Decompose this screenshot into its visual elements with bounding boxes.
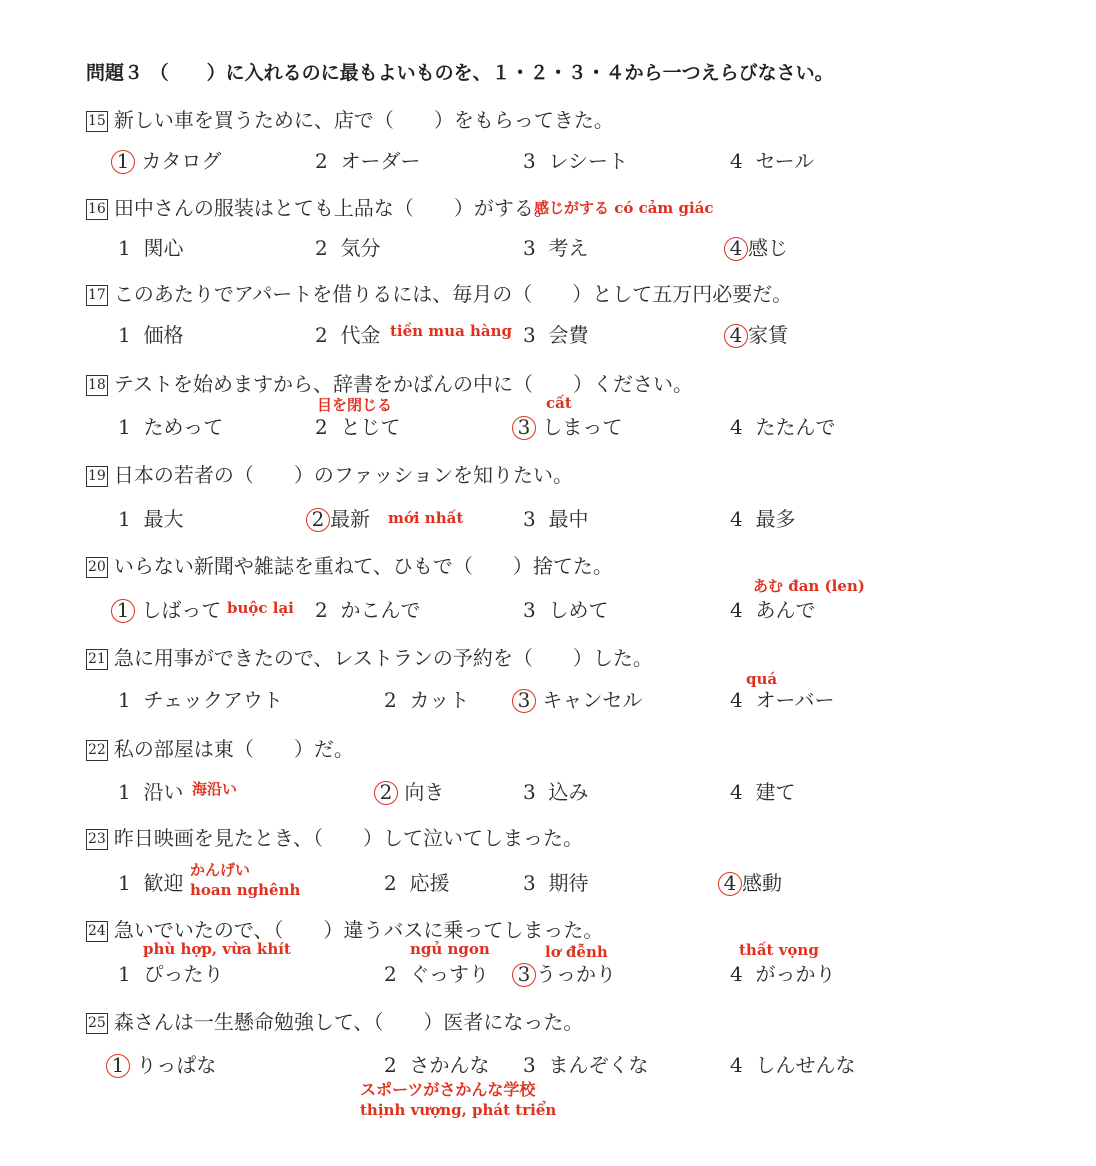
option-text: レシート [548, 149, 628, 173]
question-number: 22 [86, 740, 108, 761]
question-text: 急いでいたので、（ ）違うバスに乗ってしまった。 [113, 918, 604, 942]
question-text: 新しい車を買うために、店で（ ）をもらってきた。 [113, 108, 614, 132]
q19-option-4[interactable] [730, 503, 795, 532]
q23-option-2[interactable] [384, 867, 449, 896]
answer-circle: 4 [718, 872, 742, 896]
option-number: 1 [118, 323, 131, 347]
option-number: 3 [523, 323, 536, 347]
q21-option-3[interactable] [516, 684, 642, 713]
annotation: thất vọng [739, 941, 819, 959]
q22-option-2[interactable] [378, 776, 444, 805]
question-number: 16 [86, 199, 108, 220]
option-number: 2 [315, 236, 328, 260]
option-text: ぐっすり [409, 962, 490, 986]
annotation: 海沿い [192, 780, 238, 798]
option-text: たたんで [755, 415, 836, 439]
option-text: 期待 [548, 871, 589, 895]
q18-option-4[interactable] [730, 411, 835, 440]
option-text: 込み [548, 780, 589, 804]
option-text: 感じ [748, 236, 788, 260]
q20-option-1[interactable] [115, 594, 221, 623]
option-number: 2 [315, 598, 328, 622]
q24-option-1[interactable] [118, 958, 223, 987]
question-text: 森さんは一生懸命勉強して、（ ）医者になった。 [113, 1010, 584, 1034]
q17-option-2[interactable] [315, 319, 380, 348]
q18-option-3[interactable] [516, 411, 622, 440]
q20-option-3[interactable] [523, 594, 608, 623]
option-text: 会費 [548, 323, 589, 347]
annotation: phù hợp, vừa khít [143, 940, 291, 958]
question-text: 私の部屋は東（ ）だ。 [113, 737, 354, 761]
option-number: 1 [118, 780, 131, 804]
question-number: 17 [86, 285, 108, 306]
question-number: 19 [86, 466, 108, 487]
option-text: うっかり [536, 962, 616, 986]
option-number: 1 [118, 962, 131, 986]
annotation: hoan nghênh [190, 881, 301, 899]
question-15 [86, 104, 614, 133]
option-number: 4 [730, 962, 743, 986]
q25-option-2[interactable] [384, 1049, 489, 1078]
q18-option-1[interactable] [118, 411, 223, 440]
q24-option-3[interactable] [516, 958, 616, 987]
q15-option-3[interactable] [523, 145, 628, 174]
option-number: 4 [730, 780, 743, 804]
option-number: 1 [118, 688, 131, 712]
question-number: 25 [86, 1013, 108, 1034]
option-number: 3 [523, 149, 536, 173]
q16-option-1[interactable] [118, 232, 183, 261]
q20-option-4[interactable] [730, 594, 815, 623]
question-24 [86, 914, 603, 943]
option-text: ぴったり [143, 962, 224, 986]
q25-option-4[interactable] [730, 1049, 855, 1078]
annotation: cất [546, 394, 572, 412]
option-text: 最新 [330, 507, 370, 531]
option-text: 気分 [340, 236, 381, 260]
option-text: ためって [143, 415, 224, 439]
option-number: 4 [730, 507, 743, 531]
answer-circle: 3 [512, 689, 536, 713]
option-text: 最大 [143, 507, 184, 531]
annotation: buộc lại [227, 599, 294, 617]
annotation: 目を閉じる [317, 396, 393, 414]
q19-option-1[interactable] [118, 503, 183, 532]
option-text: がっかり [755, 962, 836, 986]
annotation: lơ đễnh [545, 943, 608, 961]
option-text: 最中 [548, 507, 589, 531]
answer-circle: 4 [724, 324, 748, 348]
option-text: オーダー [340, 149, 421, 173]
question-number: 21 [86, 649, 108, 670]
option-text: セール [755, 149, 815, 173]
answer-circle: 3 [512, 963, 536, 987]
option-number: 4 [730, 688, 743, 712]
question-number: 24 [86, 921, 108, 942]
answer-circle: 4 [724, 237, 748, 261]
option-text: まんぞくな [548, 1053, 649, 1077]
q19-option-2[interactable] [310, 503, 370, 532]
option-text: しんせんな [755, 1053, 856, 1077]
option-number: 2 [384, 1053, 397, 1077]
answer-circle: 2 [306, 508, 330, 532]
question-20 [86, 550, 613, 579]
question-number: 23 [86, 829, 108, 850]
q21-option-1[interactable] [118, 684, 283, 713]
question-22 [86, 733, 354, 762]
question-number: 18 [86, 375, 108, 396]
option-text: あんで [755, 598, 816, 622]
question-19 [86, 459, 573, 488]
option-number: 1 [118, 871, 131, 895]
option-number: 1 [118, 236, 131, 260]
option-number: 3 [523, 236, 536, 260]
option-text: かこんで [340, 598, 421, 622]
option-text: キャンセル [542, 688, 643, 712]
exercise-heading: 問題３ （ ）に入れるのに最もよいものを、１・２・３・４から一つえらびなさい。 [86, 62, 834, 84]
question-text: 昨日映画を見たとき、（ ）して泣いてしまった。 [113, 826, 584, 850]
option-number: 2 [315, 415, 328, 439]
option-number: 4 [730, 415, 743, 439]
option-number: 3 [523, 598, 536, 622]
option-text: 家賃 [748, 323, 788, 347]
q17-option-3[interactable] [523, 319, 588, 348]
question-number: 20 [86, 557, 108, 578]
q21-option-4[interactable] [730, 684, 834, 713]
annotation: 感じがする có cảm giác [534, 199, 714, 217]
q23-option-4[interactable] [722, 867, 782, 896]
q22-option-3[interactable] [523, 776, 588, 805]
q15-option-4[interactable] [730, 145, 814, 174]
option-number: 2 [384, 962, 397, 986]
option-number: 1 [118, 415, 131, 439]
option-text: しまって [542, 415, 623, 439]
answer-circle: 1 [111, 599, 135, 623]
q20-option-2[interactable] [315, 594, 420, 623]
question-text: このあたりでアパートを借りるには、毎月の（ ）として五万円必要だ。 [113, 282, 793, 306]
question-17 [86, 278, 792, 307]
option-text: 関心 [143, 236, 184, 260]
option-number: 3 [523, 507, 536, 531]
question-text: 急に用事ができたので、レストランの予約を（ ）した。 [113, 646, 653, 670]
q15-option-1[interactable] [115, 145, 221, 174]
option-text: しばって [141, 598, 222, 622]
annotation: quá [746, 670, 778, 688]
answer-circle: 1 [106, 1054, 130, 1078]
question-text: 田中さんの服装はとても上品な（ ）がする。 [113, 196, 554, 220]
annotation: thịnh vượng, phát triển [360, 1101, 557, 1119]
option-text: 最多 [755, 507, 796, 531]
question-25 [86, 1006, 583, 1035]
annotation: ngủ ngon [410, 940, 490, 958]
question-23 [86, 822, 583, 851]
option-text: オーバー [755, 688, 835, 712]
question-21 [86, 642, 653, 671]
option-number: 3 [523, 1053, 536, 1077]
option-text: 歓迎 [143, 871, 184, 895]
question-text: テストを始めますから、辞書をかばんの中に（ ）ください。 [113, 372, 694, 396]
option-text: 向き [404, 780, 445, 804]
option-text: 代金 [340, 323, 381, 347]
q19-option-3[interactable] [523, 503, 588, 532]
question-18 [86, 368, 693, 397]
option-number: 3 [523, 780, 536, 804]
annotation: tiền mua hàng [390, 322, 513, 340]
option-number: 4 [730, 598, 743, 622]
annotation: mới nhất [388, 509, 464, 527]
q15-option-2[interactable] [315, 145, 420, 174]
question-number: 15 [86, 111, 108, 132]
option-number: 2 [384, 871, 397, 895]
q23-option-1[interactable] [118, 867, 183, 896]
option-number: 4 [730, 1053, 743, 1077]
annotation: かんげい [190, 861, 251, 879]
q24-option-2[interactable] [384, 958, 489, 987]
q24-option-4[interactable] [730, 958, 835, 987]
annotation: あむ đan (len) [753, 577, 865, 595]
option-text: とじて [340, 415, 401, 439]
option-text: 価格 [143, 323, 184, 347]
annotation: スポーツがさかんな学校 [360, 1080, 536, 1099]
option-number: 2 [315, 149, 328, 173]
q18-option-2[interactable] [315, 411, 400, 440]
option-text: りっぱな [136, 1053, 217, 1077]
question-text: 日本の若者の（ ）のファッションを知りたい。 [113, 463, 574, 487]
question-16 [86, 192, 554, 221]
option-number: 2 [315, 323, 328, 347]
option-text: 応援 [409, 871, 450, 895]
option-text: 感動 [742, 871, 782, 895]
option-text: さかんな [409, 1053, 490, 1077]
q16-option-2[interactable] [315, 232, 380, 261]
option-text: カタログ [141, 149, 222, 173]
q25-option-1[interactable] [110, 1049, 216, 1078]
q17-option-1[interactable] [118, 319, 183, 348]
option-text: 考え [548, 236, 589, 260]
q16-option-4[interactable] [728, 232, 788, 261]
q22-option-1[interactable] [118, 776, 183, 805]
q21-option-2[interactable] [384, 684, 469, 713]
option-text: チェックアウト [143, 688, 283, 712]
answer-circle: 2 [374, 781, 398, 805]
q17-option-4[interactable] [728, 319, 788, 348]
option-text: 建て [755, 780, 796, 804]
option-number: 4 [730, 149, 743, 173]
q22-option-4[interactable] [730, 776, 795, 805]
answer-circle: 3 [512, 416, 536, 440]
question-text: いらない新聞や雑誌を重ねて、ひもで（ ）捨てた。 [113, 554, 613, 578]
q25-option-3[interactable] [523, 1049, 648, 1078]
option-text: カット [409, 688, 470, 712]
option-text: 沿い [143, 780, 184, 804]
option-text: しめて [548, 598, 609, 622]
option-number: 1 [118, 507, 131, 531]
answer-circle: 1 [111, 150, 135, 174]
option-number: 3 [523, 871, 536, 895]
q16-option-3[interactable] [523, 232, 588, 261]
option-number: 2 [384, 688, 397, 712]
q23-option-3[interactable] [523, 867, 588, 896]
